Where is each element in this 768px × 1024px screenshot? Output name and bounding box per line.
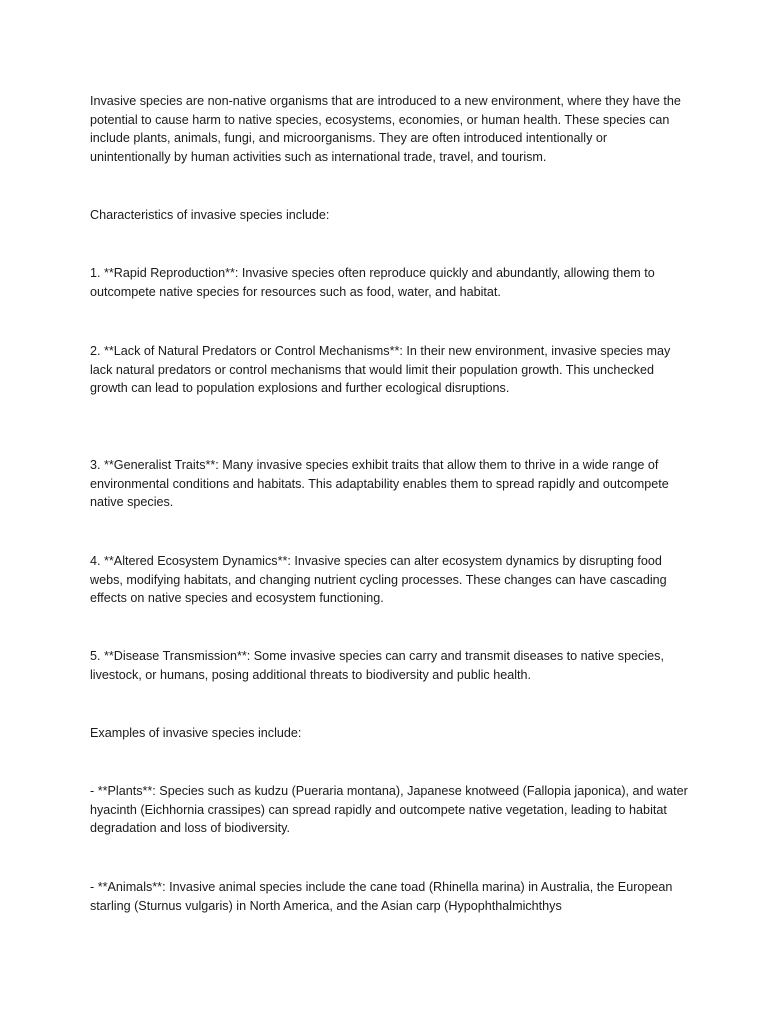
characteristic-item-2: 2. **Lack of Natural Predators or Control Mechanisms**: In their new environment, invasive species may lack natural predators or control mechanisms that would limit their population growth. This unchecked growth can lead to population explosions and further ecological disruptions.: [90, 344, 671, 396]
intro-paragraph: Invasive species are non-native organisms that are introduced to a new environment, where they have the potential to cause harm to native species, ecosystems, economies, or human health. These species can include plants, animals, fungi, and microorganisms. They are often introduced intentionally or unintentionally by human activities such as international trade, travel, and tourism.: [90, 94, 681, 165]
example-item-plants: - **Plants**: Species such as kudzu (Pueraria montana), Japanese knotweed (Fallopia japonica), and water hyacinth (Eichhornia crassipes) can spread rapidly and outcompete native vegetation, leading to habitat degradation and loss of biodiversity.: [90, 784, 688, 836]
characteristic-item-4: 4. **Altered Ecosystem Dynamics**: Invasive species can alter ecosystem dynamics by disrupting food webs, modifying habitats, and changing nutrient cycling processes. These changes can have cascading effects on native species and ecosystem functioning.: [90, 554, 667, 606]
example-item-animals: - **Animals**: Invasive animal species include the cane toad (Rhinella marina) in Australia, the European starling (Sturnus vulgaris) in North America, and the Asian carp (Hypophthalmichthys: [90, 880, 673, 913]
examples-heading: Examples of invasive species include:: [90, 726, 302, 740]
characteristic-item-3: 3. **Generalist Traits**: Many invasive species exhibit traits that allow them to thrive in a wide range of environmental conditions and habitats. This adaptability enables them to spread rapidly and outcompete native species.: [90, 458, 669, 510]
characteristic-item-5: 5. **Disease Transmission**: Some invasive species can carry and transmit diseases to native species, livestock, or humans, posing additional threats to biodiversity and public health.: [90, 649, 664, 682]
characteristic-item-1: 1. **Rapid Reproduction**: Invasive species often reproduce quickly and abundantly, allowing them to outcompete native species for resources such as food, water, and habitat.: [90, 266, 655, 299]
characteristics-heading: Characteristics of invasive species include:: [90, 208, 330, 222]
